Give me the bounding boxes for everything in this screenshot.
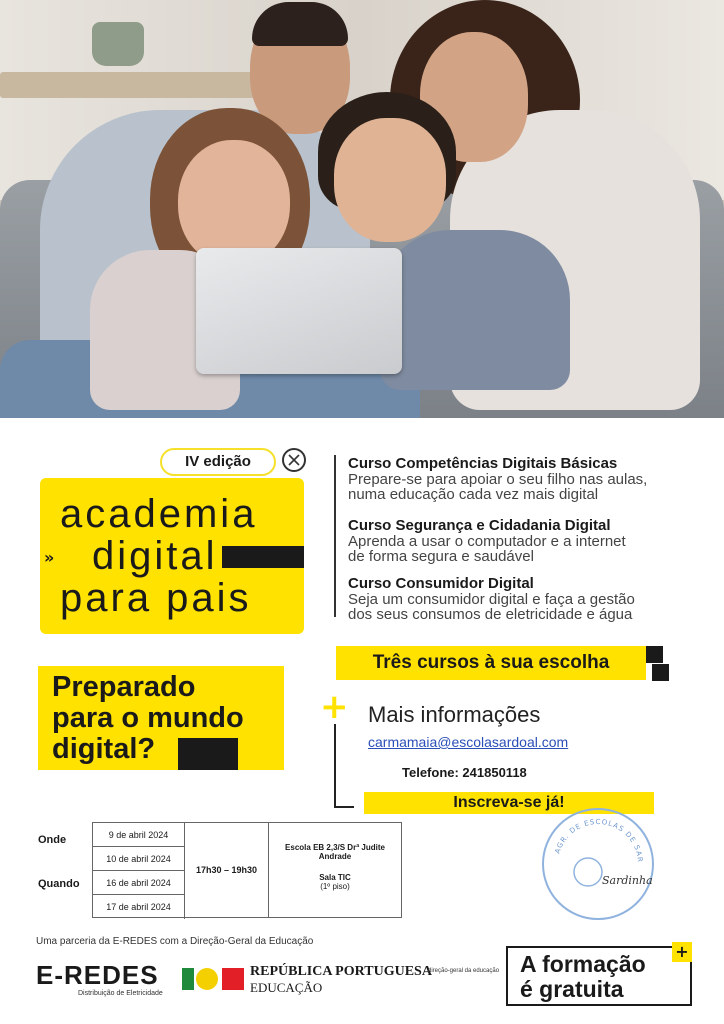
double-arrow-icon: » <box>44 548 55 567</box>
room: Sala TIC <box>319 873 351 882</box>
course-2 <box>348 517 708 564</box>
date-cell: 9 de abril 2024 <box>93 823 185 847</box>
kitchen-counter <box>0 72 260 98</box>
educacao-logo-text: EDUCAÇÃO <box>250 980 323 995</box>
when-label: Quando <box>38 878 80 890</box>
svg-text:AGR. DE ESCOLAS DE SARDOAL <box>544 810 644 863</box>
floor: (1º piso) <box>320 882 350 891</box>
cooking-pot <box>92 22 144 66</box>
course-1-desc-2: numa educação cada vez mais digital <box>348 486 599 503</box>
plus-icon: + <box>320 687 349 727</box>
phone-number: Telefone: 241850118 <box>402 765 527 780</box>
tagline-line-1: Preparado <box>52 671 196 703</box>
course-2-desc-2: de forma segura e saudável <box>348 548 534 565</box>
stamp-text: AGR. DE ESCOLAS DE SAR <box>553 817 645 864</box>
school-name-2: Andrade <box>318 852 352 861</box>
school-stamp <box>542 808 654 920</box>
free-line-2: é gratuita <box>520 976 624 1002</box>
courses-divider <box>334 455 336 617</box>
course-3-desc-1: Seja um consumidor digital e faça a gestão <box>348 591 635 608</box>
school-name-1: Escola EB 2,3/S Drª Judite <box>285 843 385 852</box>
signup-banner[interactable]: Inscreva-se já! <box>364 792 654 814</box>
tagline-line-3: digital? <box>52 733 156 765</box>
schedule-table <box>92 822 402 918</box>
course-2-desc-1: Aprenda a usar o computador e a internet <box>348 533 626 550</box>
course-3 <box>348 575 708 622</box>
boy-head <box>334 118 446 242</box>
flag-red-square <box>222 968 244 990</box>
course-1 <box>348 455 708 502</box>
choice-banner: Três cursos à sua escolha <box>336 646 646 680</box>
edition-badge: IV edição <box>160 448 276 476</box>
decor-square <box>652 664 669 681</box>
father-hair <box>252 2 348 46</box>
flag-yellow-circle <box>196 968 218 990</box>
course-2-title: Curso Segurança e Cidadania Digital <box>348 517 611 534</box>
info-bracket <box>334 724 354 808</box>
plus-icon: + <box>672 942 692 962</box>
where-label: Onde <box>38 834 67 846</box>
eredes-logo: E-REDES <box>36 960 159 990</box>
brand-line-1: academia <box>60 492 258 536</box>
eredes-subtitle: Distribuição de Eletricidade <box>78 990 163 997</box>
partnership-text: Uma parceria da E-REDES com a Direção-Geral da Educação <box>36 936 314 947</box>
dge-logo: direção-geral da educação <box>428 968 500 974</box>
stamp-signature: Sardinha <box>602 874 652 887</box>
info-title: Mais informações <box>368 702 541 727</box>
date-cell: 17 de abril 2024 <box>93 895 185 919</box>
boy-figure <box>380 230 570 390</box>
decor-square <box>646 646 663 663</box>
free-training-box <box>506 946 692 1006</box>
laptop <box>196 248 402 374</box>
course-3-desc-2: dos seus consumos de eletricidade e água <box>348 606 633 623</box>
time-cell: 17h30 – 19h30 <box>185 823 269 917</box>
republica-logo-text: REPÚBLICA PORTUGUESA <box>250 964 432 979</box>
date-cell: 16 de abril 2024 <box>93 871 185 895</box>
free-line-1: A formação <box>520 951 646 977</box>
brand-black-bar <box>222 546 304 568</box>
course-1-title: Curso Competências Digitais Básicas <box>348 455 618 472</box>
flag-green-bar <box>182 968 194 990</box>
brand-line-2: digital <box>92 534 218 578</box>
x-circle-icon <box>282 448 306 472</box>
date-cell: 10 de abril 2024 <box>93 847 185 871</box>
course-3-title: Curso Consumidor Digital <box>348 575 534 592</box>
email-link[interactable]: carmamaia@escolasardoal.com <box>368 734 569 750</box>
brand-line-3: para pais <box>60 576 252 620</box>
place-cell <box>269 823 401 917</box>
course-1-desc-1: Prepare-se para apoiar o seu filho nas aulas, <box>348 471 648 488</box>
tagline-box <box>38 666 284 770</box>
hero-photo <box>0 0 724 418</box>
tagline-line-2: para o mundo <box>52 702 244 734</box>
tagline-black-bar <box>178 738 238 770</box>
